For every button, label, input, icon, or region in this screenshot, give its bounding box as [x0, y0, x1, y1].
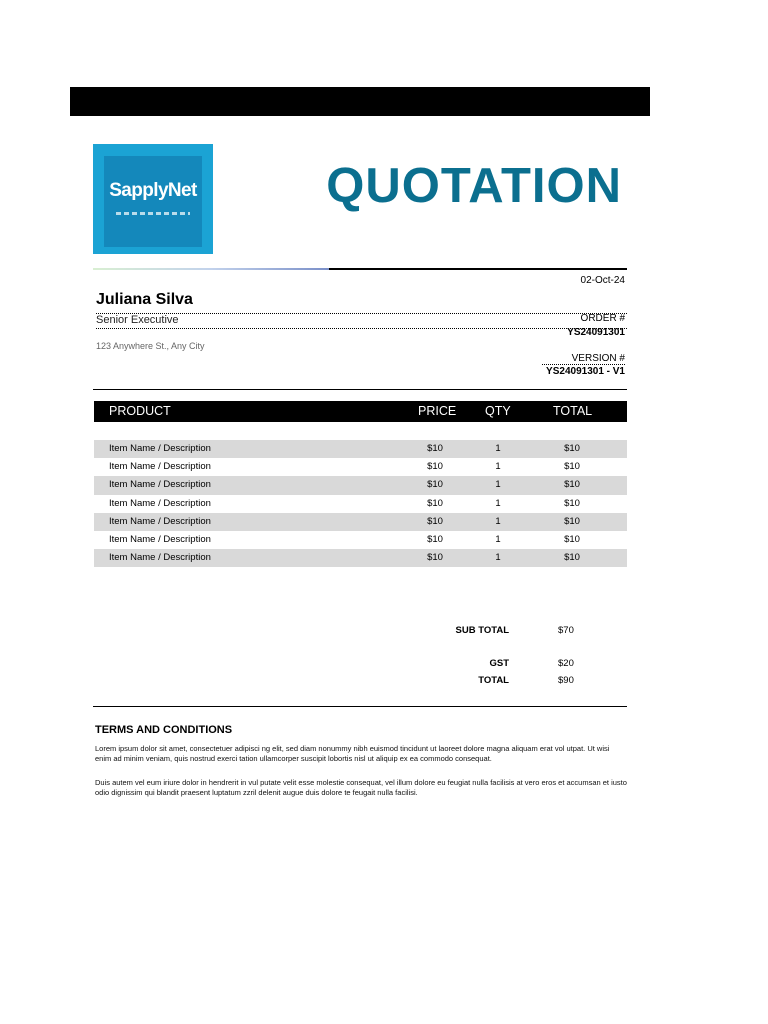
- items-table: [94, 440, 627, 567]
- divider-gradient: [93, 268, 329, 270]
- terms-paragraph-2: Duis autem vel eum iriure dolor in hendrerit in vul putate velit esse molestie consequat, vel illum dolore eu feugiat nulla facilisis at vero eros et accumsan et iusto odio dignissim qui blandit praesent luptatum zzril delenit augue duis dolore te feugait nulla facilisi.: [95, 778, 627, 797]
- item-price: $10: [427, 552, 443, 564]
- item-price: $10: [427, 479, 443, 491]
- item-total: $10: [564, 461, 580, 473]
- client-role: Senior Executive: [96, 313, 627, 329]
- document-title: QUOTATION: [326, 159, 622, 213]
- item-total: $10: [564, 552, 580, 564]
- item-total: $10: [564, 515, 580, 527]
- item-qty: 1: [495, 552, 501, 564]
- table-row: [94, 531, 627, 549]
- item-total: $10: [564, 443, 580, 454]
- header-product: PRODUCT: [109, 404, 171, 418]
- total-label: TOTAL: [478, 675, 509, 686]
- quote-date: 02-Oct-24: [580, 275, 625, 286]
- total-value: $90: [558, 675, 574, 686]
- table-row: [94, 549, 627, 567]
- item-total: $10: [564, 479, 580, 491]
- table-row: [94, 495, 627, 513]
- gst-value: $20: [558, 658, 574, 669]
- item-description: Item Name / Description: [109, 533, 211, 545]
- item-price: $10: [427, 497, 443, 509]
- order-number: YS24091301: [567, 327, 625, 338]
- item-qty: 1: [495, 479, 501, 491]
- subtotal-label: SUB TOTAL: [455, 625, 509, 636]
- logo-text: SapplyNet: [109, 180, 197, 201]
- table-row: [94, 458, 627, 476]
- item-qty: 1: [495, 515, 501, 527]
- item-price: $10: [427, 461, 443, 473]
- item-description: Item Name / Description: [109, 443, 211, 454]
- header-price: PRICE: [418, 404, 457, 418]
- top-bar: [70, 87, 650, 116]
- table-header: [94, 401, 627, 422]
- table-row: [94, 440, 627, 458]
- gst-label: GST: [489, 658, 509, 669]
- table-row: [94, 513, 627, 531]
- terms-title: TERMS AND CONDITIONS: [95, 724, 233, 736]
- version-number: YS24091301 - V1: [546, 366, 625, 377]
- divider: [93, 706, 627, 707]
- client-name: Juliana Silva: [96, 291, 193, 308]
- header-qty: QTY: [485, 404, 511, 418]
- item-qty: 1: [495, 461, 501, 473]
- item-qty: 1: [495, 443, 501, 454]
- logo-inner: [104, 156, 202, 247]
- header-total: TOTAL: [553, 404, 593, 418]
- company-logo: [93, 144, 213, 254]
- version-label: VERSION #: [542, 353, 625, 365]
- item-price: $10: [427, 443, 443, 454]
- item-description: Item Name / Description: [109, 479, 211, 491]
- item-qty: 1: [495, 497, 501, 509]
- terms-paragraph-1: Lorem ipsum dolor sit amet, consectetuer adipisci ng elit, sed diam nonummy nibh euismod tincidunt ut laoreet dolore magna aliquam erat vol utpat. Ut wisi enim ad minim veniam, quis nostrud exerci tation ullamcorper suscipit lobortis nisl ut aliquip ex ea commodo consequat.: [95, 744, 610, 763]
- divider: [93, 389, 627, 390]
- item-description: Item Name / Description: [109, 497, 211, 509]
- item-total: $10: [564, 497, 580, 509]
- item-total: $10: [564, 533, 580, 545]
- item-price: $10: [427, 533, 443, 545]
- table-row: [94, 476, 627, 494]
- subtotal-value: $70: [558, 625, 574, 636]
- item-description: Item Name / Description: [109, 515, 211, 527]
- item-description: Item Name / Description: [109, 461, 211, 473]
- item-qty: 1: [495, 533, 501, 545]
- item-price: $10: [427, 515, 443, 527]
- logo-tagline: [116, 212, 190, 215]
- item-description: Item Name / Description: [109, 552, 211, 564]
- order-label: ORDER #: [580, 313, 625, 324]
- client-address: 123 Anywhere St., Any City: [96, 341, 205, 351]
- divider-black: [329, 268, 627, 270]
